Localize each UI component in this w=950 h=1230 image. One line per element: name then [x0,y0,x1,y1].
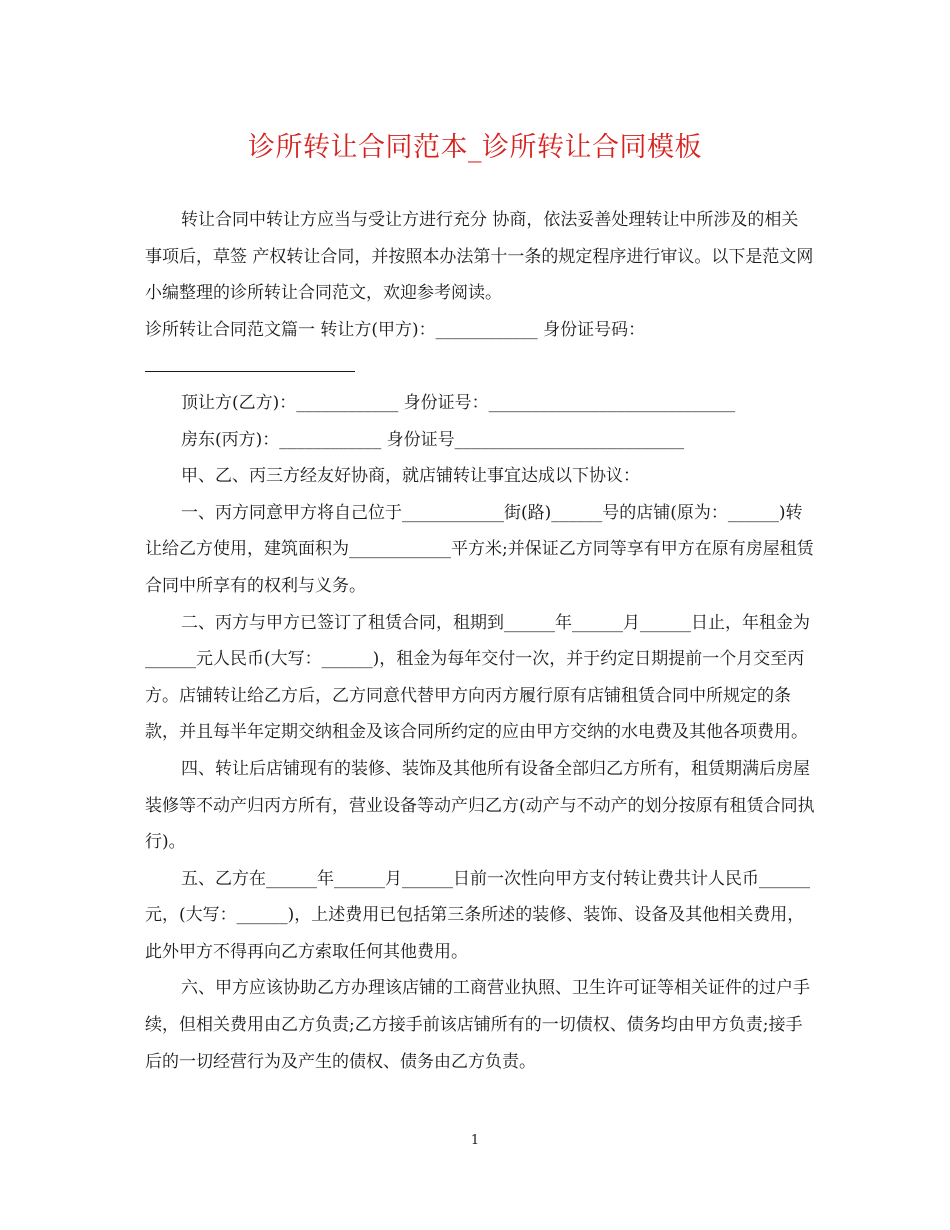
document-body [145,202,815,1080]
blank-line [145,348,815,385]
transferor-line: 诊所转让合同范文篇一 转让方(甲方)：____________ 身份证号码： [145,319,646,340]
transferee-line: 顶让方(乙方)：____________ 身份证号：_____________________________ [181,392,736,413]
clause-five: 五、乙方在______年______月______日前一次性向甲方支付转让费共计人民币______元，(大写：______)，上述费用已包括第三条所述的装修、装饰、设备及其他相关费用，此外甲方不得再向乙方索取任何其他费用。 [145,868,810,962]
page-number: 1 [470,1133,480,1148]
clause-four: 四、转让后店铺现有的装修、装饰及其他所有设备全部归乙方所有，租赁期满后房屋装修等不动产归丙方所有，营业设备等动产归乙方(动产与不动产的划分按原有租赁合同执行)。 [145,758,815,853]
clause-one: 一、丙方同意甲方将自己位于____________街(路)______号的店铺(原为：______)转让给乙方使用，建筑面积为____________平方米;并保证乙方同等享有甲方在原有房屋租赁合同中所享有的权利与义务。 [145,502,814,596]
landlord-line: 房东(丙方)：____________ 身份证号___________________________ [181,429,685,450]
blank-underline [145,361,355,372]
clause-two: 二、丙方与甲方已签订了租赁合同，租期到______年______月______日止，年租金为______元人民币(大写：______)，租金为每年交付一次，并于约定日期提前一个月交至丙方。店铺转让给乙方后，乙方同意代替甲方向丙方履行原有店铺租赁合同中所规定的条款，并且每半年定期交纳租金及该合同所约定的应由甲方交纳的水电费及其他各项费用。 [145,612,810,743]
agreement-intro: 甲、乙、丙三方经友好协商，就店铺转让事宜达成以下协议： [181,466,640,487]
document-title: 诊所转让合同范本_诊所转让合同模板 [248,132,702,163]
clause-six: 六、甲方应该协助乙方办理该店铺的工商营业执照、卫生许可证等相关证件的过户手续，但相关费用由乙方负责;乙方接手前该店铺所有的一切债权、债务均由甲方负责;接手后的一切经营行为及产生的债权、债务由乙方负责。 [145,978,810,1072]
intro-paragraph: 转让合同中转让方应当与受让方进行充分 协商，依法妥善处理转让中所涉及的相关事项后，草签 产权转让合同，并按照本办法第十一条的规定程序进行审议。以下是范文网小编整理的诊所转让合同范文，欢迎参考阅读。 [145,210,814,304]
